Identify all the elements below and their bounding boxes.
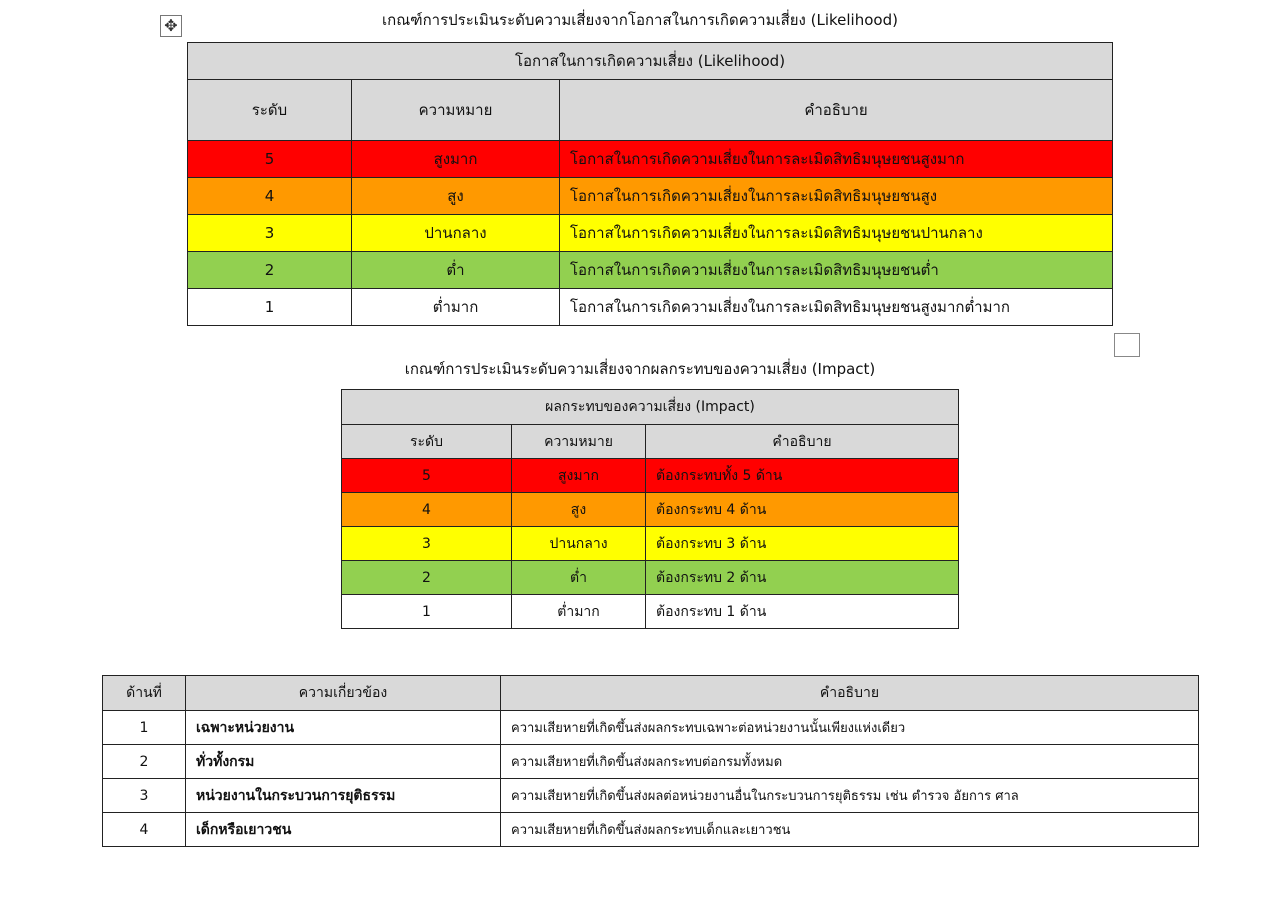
table-row: [188, 178, 1113, 215]
meaning-cell: ปานกลาง: [512, 527, 646, 561]
description-cell: ต้องกระทบ 2 ด้าน: [646, 561, 959, 595]
move-icon[interactable]: ✥: [160, 15, 182, 37]
table-row: [342, 527, 959, 561]
description-cell: ต้องกระทบ 3 ด้าน: [646, 527, 959, 561]
level-cell: 2: [188, 252, 352, 289]
meaning-cell: สูงมาก: [512, 459, 646, 493]
description-cell: ความเสียหายที่เกิดขึ้นส่งผลกระทบต่อกรมทั้งหมด: [501, 745, 1199, 779]
table-row: [188, 215, 1113, 252]
level-cell: 3: [342, 527, 512, 561]
aspect-no-cell: 3: [103, 779, 186, 813]
description-cell: โอกาสในการเกิดความเสี่ยงในการละเมิดสิทธิมนุษยชนสูงมากต่ำมาก: [560, 289, 1113, 326]
description-cell: ความเสียหายที่เกิดขึ้นส่งผลกระทบเด็กและเยาวชน: [501, 813, 1199, 847]
relevance-cell: ทั่วทั้งกรม: [186, 745, 501, 779]
meaning-cell: ต่ำมาก: [512, 595, 646, 629]
level-cell: 5: [188, 141, 352, 178]
column-header-no: ด้านที่: [103, 676, 186, 711]
column-header-description: คำอธิบาย: [560, 80, 1113, 141]
table-header-row: [103, 676, 1199, 711]
level-cell: 5: [342, 459, 512, 493]
meaning-cell: ต่ำ: [512, 561, 646, 595]
table-row: [342, 459, 959, 493]
description-cell: ต้องกระทบ 4 ด้าน: [646, 493, 959, 527]
column-header-meaning: ความหมาย: [512, 425, 646, 459]
description-cell: ต้องกระทบทั้ง 5 ด้าน: [646, 459, 959, 493]
meaning-cell: ต่ำมาก: [352, 289, 560, 326]
column-header-level: ระดับ: [342, 425, 512, 459]
table-row: [342, 561, 959, 595]
level-cell: 4: [188, 178, 352, 215]
table-row: [342, 493, 959, 527]
aspect-no-cell: 4: [103, 813, 186, 847]
description-cell: ต้องกระทบ 1 ด้าน: [646, 595, 959, 629]
description-cell: โอกาสในการเกิดความเสี่ยงในการละเมิดสิทธิมนุษยชนสูงมาก: [560, 141, 1113, 178]
description-cell: โอกาสในการเกิดความเสี่ยงในการละเมิดสิทธิมนุษยชนสูง: [560, 178, 1113, 215]
level-cell: 1: [342, 595, 512, 629]
relevance-cell: เด็กหรือเยาวชน: [186, 813, 501, 847]
table-row: [188, 289, 1113, 326]
description-cell: โอกาสในการเกิดความเสี่ยงในการละเมิดสิทธิมนุษยชนปานกลาง: [560, 215, 1113, 252]
description-cell: ความเสียหายที่เกิดขึ้นส่งผลต่อหน่วยงานอื่นในกระบวนการยุติธรรม เช่น ตำรวจ อัยการ ศาล: [501, 779, 1199, 813]
column-header-level: ระดับ: [188, 80, 352, 141]
description-cell: ความเสียหายที่เกิดขึ้นส่งผลกระทบเฉพาะต่อหน่วยงานนั้นเพียงแห่งเดียว: [501, 711, 1199, 745]
table-header-row: [342, 425, 959, 459]
level-cell: 4: [342, 493, 512, 527]
column-header-description: คำอธิบาย: [646, 425, 959, 459]
table-row: [342, 595, 959, 629]
table-header-row: [188, 80, 1113, 141]
meaning-cell: ต่ำ: [352, 252, 560, 289]
description-cell: โอกาสในการเกิดความเสี่ยงในการละเมิดสิทธิมนุษยชนต่ำ: [560, 252, 1113, 289]
meaning-cell: สูง: [512, 493, 646, 527]
table-row: [188, 252, 1113, 289]
impact-caption: เกณฑ์การประเมินระดับความเสี่ยงจากผลกระทบของความเสี่ยง (Impact): [404, 360, 876, 378]
column-header-description: คำอธิบาย: [501, 676, 1199, 711]
likelihood-table: [187, 42, 1113, 326]
table-row: [103, 779, 1199, 813]
table-row: [103, 745, 1199, 779]
impact-table: [341, 389, 959, 629]
table-resize-handle[interactable]: [1114, 333, 1140, 357]
column-header-relevance: ความเกี่ยวข้อง: [186, 676, 501, 711]
table-title-row: [342, 390, 959, 425]
table-row: [103, 813, 1199, 847]
aspect-no-cell: 2: [103, 745, 186, 779]
level-cell: 3: [188, 215, 352, 252]
table-row: [103, 711, 1199, 745]
aspects-table: [102, 675, 1199, 847]
impact-table-title: ผลกระทบของความเสี่ยง (Impact): [342, 390, 959, 425]
relevance-cell: เฉพาะหน่วยงาน: [186, 711, 501, 745]
meaning-cell: สูง: [352, 178, 560, 215]
table-title-row: [188, 43, 1113, 80]
likelihood-caption: เกณฑ์การประเมินระดับความเสี่ยงจากโอกาสในการเกิดความเสี่ยง (Likelihood): [382, 11, 898, 29]
meaning-cell: ปานกลาง: [352, 215, 560, 252]
likelihood-table-title: โอกาสในการเกิดความเสี่ยง (Likelihood): [188, 43, 1113, 80]
column-header-meaning: ความหมาย: [352, 80, 560, 141]
level-cell: 2: [342, 561, 512, 595]
relevance-cell: หน่วยงานในกระบวนการยุติธรรม: [186, 779, 501, 813]
meaning-cell: สูงมาก: [352, 141, 560, 178]
level-cell: 1: [188, 289, 352, 326]
table-row: [188, 141, 1113, 178]
aspect-no-cell: 1: [103, 711, 186, 745]
